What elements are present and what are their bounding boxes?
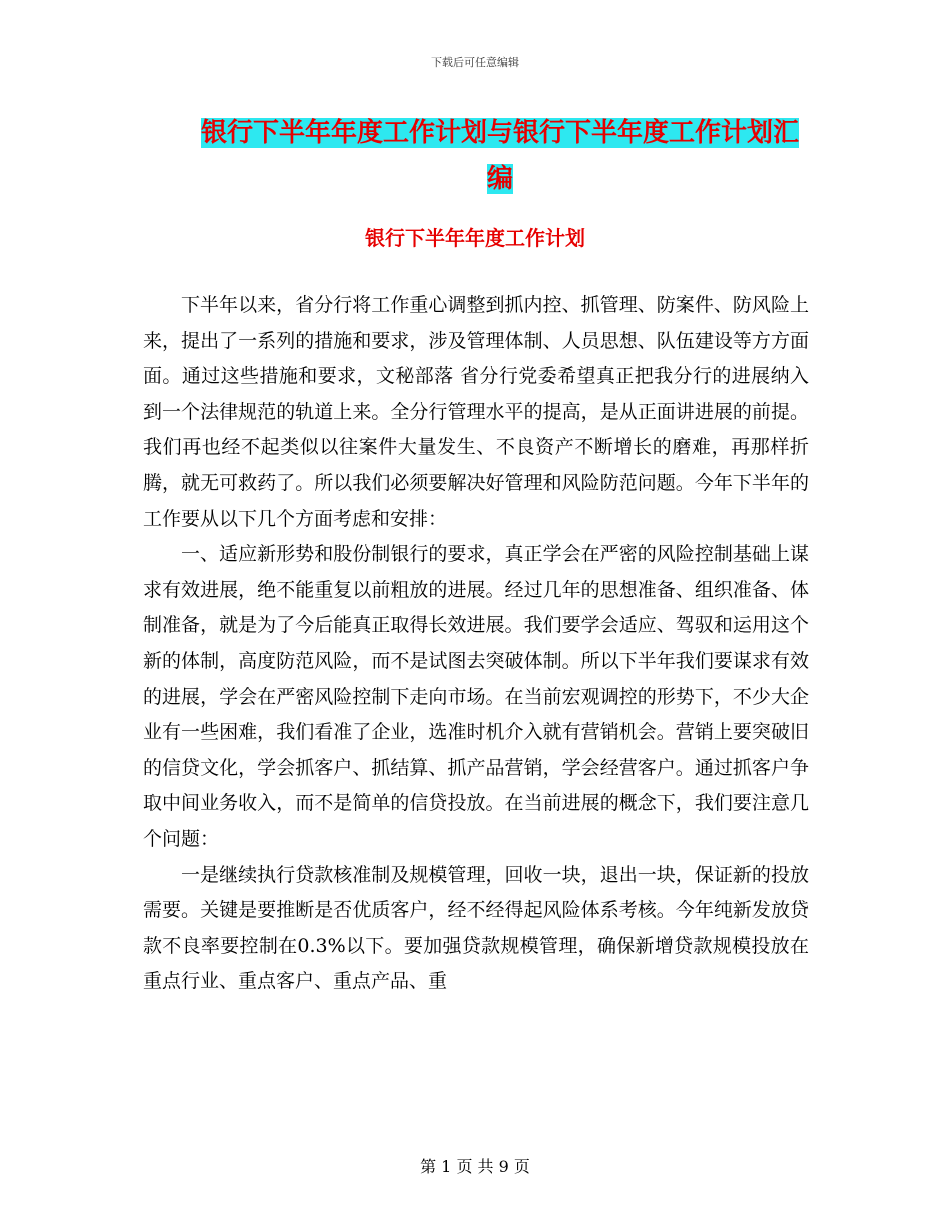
- document-body: [143, 288, 809, 1000]
- section-title: 银行下半年年度工作计划: [365, 226, 585, 250]
- document-title-text: 银行下半年年度工作计划与银行下半年度工作计划汇编: [200, 118, 799, 194]
- paragraph-point-one: 一、适应新形势和股份制银行的要求，真正学会在严密的风险控制基础上谋求有效进展，绝不能重复以前粗放的进展。经过几年的思想准备、组织准备、体制准备，就是为了今后能真正取得长效进展。我们要学会适应、驾驭和运用这个新的体制，高度防范风险，而不是试图去突破体制。所以下半年我们要谋求有效的进展，学会在严密风险控制下走向市场。在当前宏观调控的形势下，不少大企业有一些困难，我们看准了企业，选准时机介入就有营销机会。营销上要突破旧的信贷文化，学会抓客户、抓结算、抓产品营销，学会经营客户。通过抓客户争取中间业务收入，而不是简单的信贷投放。在当前进展的概念下，我们要注意几个问题：: [143, 543, 809, 850]
- paragraph-intro: 下半年以来，省分行将工作重心调整到抓内控、抓管理、防案件、防风险上来，提出了一系列的措施和要求，涉及管理体制、人员思想、队伍建设等方方面面。通过这些措施和要求，文秘部落 省分行党委希望真正把我分行的进展纳入到一个法律规范的轨道上来。全分行管理水平的提高，是从正面讲进展的前提。我们再也经不起类似以往案件大量发生、不良资产不断增长的磨难，再那样折腾，就无可救药了。所以我们必须要解决好管理和风险防范问题。今年下半年的工作要从以下几个方面考虑和安排：: [143, 294, 809, 530]
- page-number: 第 1 页 共 9 页: [420, 1157, 530, 1176]
- page-header: 下载后可任意编辑: [431, 56, 519, 69]
- document-title: [190, 110, 810, 202]
- paragraph-sub-point-one: 一是继续执行贷款核准制及规模管理，回收一块，退出一块，保证新的投放需要。关键是要推断是否优质客户，经不经得起风险体系考核。今年纯新发放贷款不良率要控制在0.3%以下。要加强贷款规模管理，确保新增贷款规模投放在重点行业、重点客户、重点产品、重: [143, 863, 809, 993]
